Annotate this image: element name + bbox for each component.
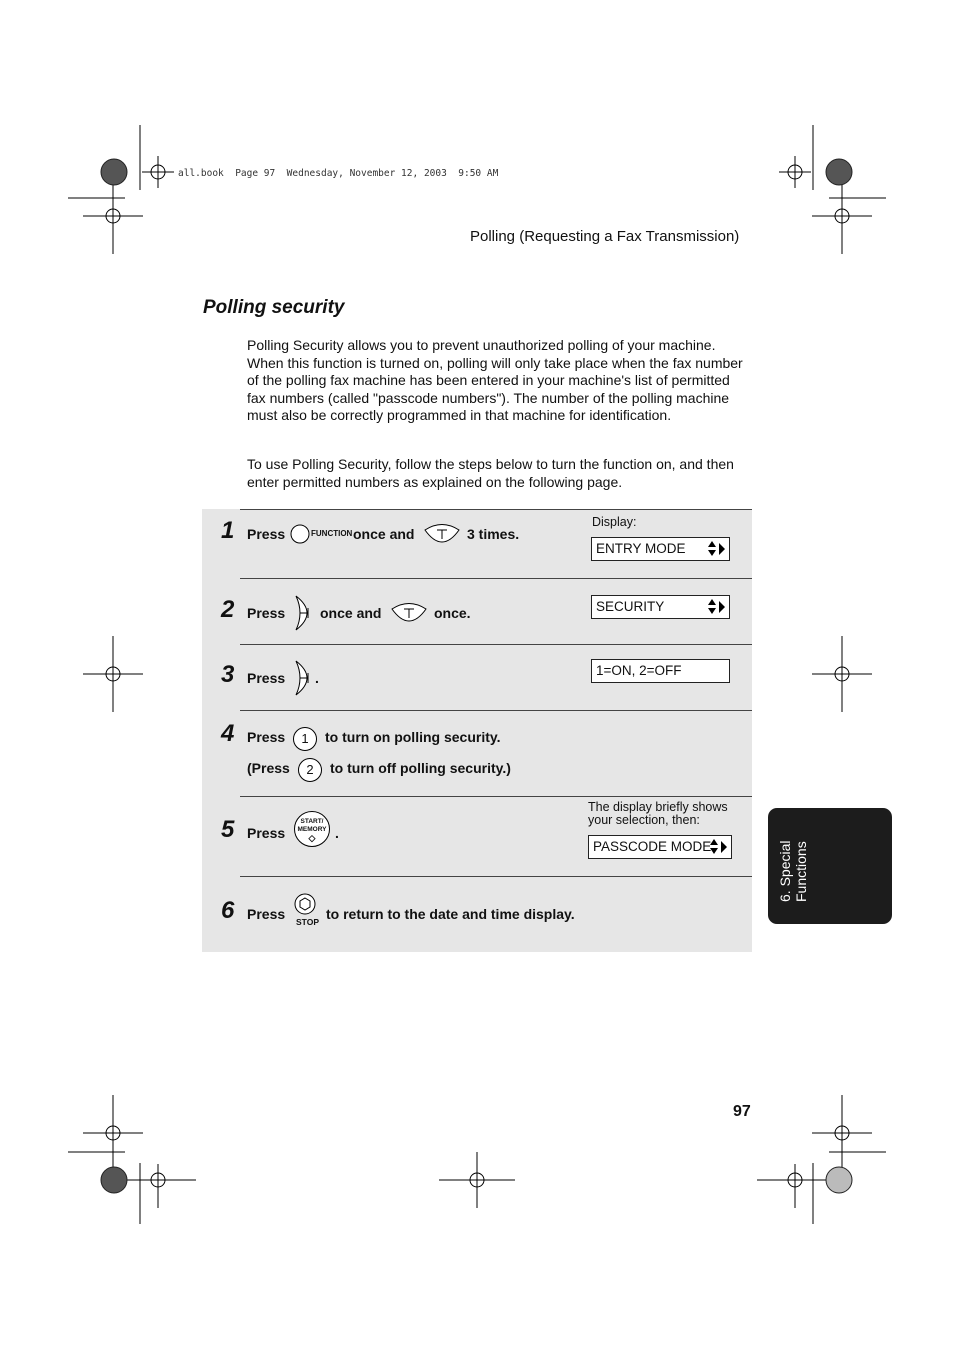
key-label: 1 — [301, 731, 309, 746]
function-key-label: FUNCTION — [311, 529, 353, 538]
step-text: once. — [434, 605, 471, 621]
step-number: 4 — [221, 720, 235, 747]
step-text: 3 times. — [467, 526, 520, 542]
instruction-paragraph: To use Polling Security, follow the steps below to turn the function on, and then enter permitted numbers as explained on the following page. — [247, 456, 734, 490]
step-text: Press — [247, 605, 286, 621]
divider — [240, 876, 752, 877]
divider — [240, 509, 752, 510]
step-text: . — [315, 670, 319, 686]
section-title: Polling security — [203, 297, 345, 318]
stop-key-icon — [293, 893, 319, 917]
chapter-tab-line: Functions — [793, 841, 809, 902]
lcd-display — [591, 659, 730, 683]
step-text: Press — [247, 825, 286, 841]
display-label: Display: — [592, 515, 637, 529]
lcd-text: PASSCODE MODE — [593, 839, 712, 854]
lcd-text: ENTRY MODE — [596, 541, 686, 556]
step-text: once and — [353, 526, 415, 542]
running-header: Polling (Requesting a Fax Transmission) — [470, 228, 740, 245]
lcd-text: SECURITY — [596, 599, 665, 614]
key-1-icon — [293, 727, 317, 751]
step-number: 6 — [221, 897, 235, 924]
diamond-icon: ◇ — [308, 833, 316, 843]
step-text: Press — [247, 670, 286, 686]
step-text: (Press — [247, 760, 290, 776]
chapter-tab-line: 6. Special — [777, 840, 793, 902]
step-number: 2 — [221, 596, 235, 623]
step-text: to turn on polling security. — [325, 729, 501, 745]
chapter-tab-label — [777, 792, 809, 902]
stop-key-label: STOP — [296, 917, 319, 927]
page-number: 97 — [733, 1103, 751, 1120]
step-text: once and — [320, 605, 382, 621]
divider — [240, 578, 752, 579]
divider — [240, 644, 752, 645]
lcd-display — [588, 835, 732, 859]
step-text: Press — [247, 526, 286, 542]
lcd-display — [591, 537, 730, 561]
step-number: 3 — [221, 661, 235, 688]
key-label: START/ — [300, 818, 324, 825]
divider — [240, 710, 752, 711]
step-number: 5 — [221, 816, 235, 843]
scroll-arrows-icon — [708, 541, 726, 557]
intro-paragraph: Polling Security allows you to prevent unauthorized polling of your machine. When this function is turned on, polling will only take place when the fax number of the polling fax machine has been entered in your machine's list of permitted fax numbers (called "passcode numbers"). The number of the polling machine must also be correctly programmed in that machine for identification. — [247, 337, 743, 424]
step-number: 1 — [221, 517, 235, 544]
right-arrow-key-icon — [292, 659, 314, 697]
key-label: 2 — [306, 762, 314, 777]
display-note: The display briefly shows your selection, then: — [588, 800, 728, 827]
down-arrow-key-icon — [423, 522, 461, 546]
scroll-arrows-icon — [708, 599, 726, 615]
divider — [240, 796, 752, 797]
function-key-icon — [290, 524, 312, 546]
step-text: . — [335, 825, 339, 841]
lcd-text: 1=ON, 2=OFF — [596, 663, 682, 678]
key-label: MEMORY — [297, 826, 327, 833]
down-arrow-key-icon — [390, 601, 428, 625]
step-text: to return to the date and time display. — [326, 906, 575, 922]
lcd-display — [591, 595, 730, 619]
start-memory-key-icon — [294, 811, 330, 847]
step-text: Press — [247, 729, 286, 745]
key-2-icon — [298, 758, 322, 782]
step-text: to turn off polling security.) — [330, 760, 511, 776]
step-text: Press — [247, 906, 286, 922]
scroll-arrows-icon — [710, 839, 728, 855]
right-arrow-key-icon — [292, 594, 314, 632]
print-line: all.book Page 97 Wednesday, November 12, 2003 9:50 AM — [178, 168, 499, 179]
